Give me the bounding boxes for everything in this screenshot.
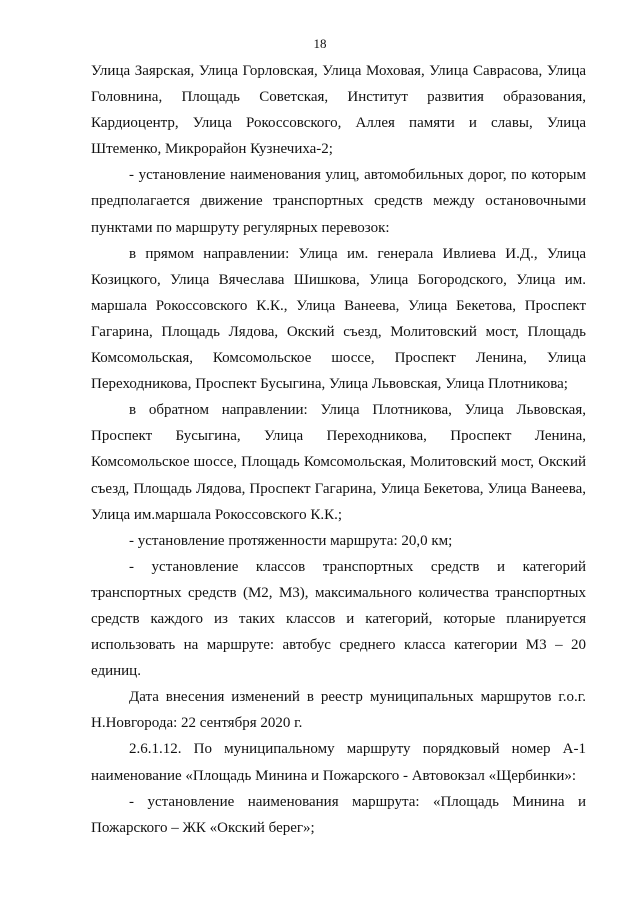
- paragraph-forward-direction: в прямом направлении: Улица им. генерала Ивлиева И.Д., Улица Козицкого, Улица Вячеслава Шишкова, Улица Богородского, Улица им. маршала Рокоссовского К.К., Улица Ванеева, Улица Бекетова, Проспект Гагарина, Площадь Лядова, Окский съезд, Молитовский мост, Площадь Комсомольская, Комсомольское шоссе, Проспект Ленина, Улица Переходникова, Проспект Бусыгина, Улица Львовская, Улица Плотникова;: [91, 245, 586, 393]
- page-number: 18: [313, 36, 327, 51]
- paragraph-route-name-change: - установление наименования маршрута: «Площадь Минина и Пожарского – ЖК «Окский берег»;: [91, 793, 586, 836]
- document-body: [91, 58, 586, 841]
- paragraph-reverse-direction: в обратном направлении: Улица Плотникова, Улица Львовская, Проспект Бусыгина, Улица Переходникова, Проспект Ленина, Комсомольское шоссе, Площадь Комсомольская, Молитовский мост, Окский съезд, Площадь Лядова, Проспект Гагарина, Улица Бекетова, Улица Ванеева, Улица им.маршала Рокоссовского К.К.;: [91, 402, 586, 523]
- paragraph-route-a1-heading: 2.6.1.12. По муниципальному маршруту порядковый номер А-1 наименование «Площадь Минина и Пожарского - Автовокзал «Щербинки»:: [91, 741, 586, 784]
- paragraph-route-length: - установление протяженности маршрута: 20,0 км;: [129, 532, 453, 549]
- paragraph-street-names-item: - установление наименования улиц, автомобильных дорог, по которым предполагается движение транспортных средств между остановочными пунктами по маршруту регулярных перевозок:: [91, 167, 586, 236]
- paragraph-registry-date: Дата внесения изменений в реестр муниципальных маршрутов г.о.г. Н.Новгорода: 22 сентября 2020 г.: [91, 689, 586, 732]
- paragraph-vehicle-classes: - установление классов транспортных средств и категорий транспортных средств (М2, М3), максимального количества транспортных средств каждого из таких классов и категорий, которые планируется использовать на маршруте: автобус среднего класса категории М3 – 20 единиц.: [91, 558, 586, 680]
- paragraph-stops-continuation: Улица Заярская, Улица Горловская, Улица Моховая, Улица Саврасова, Улица Головнина, Площадь Советская, Институт развития образования, Кардиоцентр, Улица Рокоссовского, Аллея памяти и славы, Улица Штеменко, Микрорайон Кузнечиха-2;: [91, 63, 586, 158]
